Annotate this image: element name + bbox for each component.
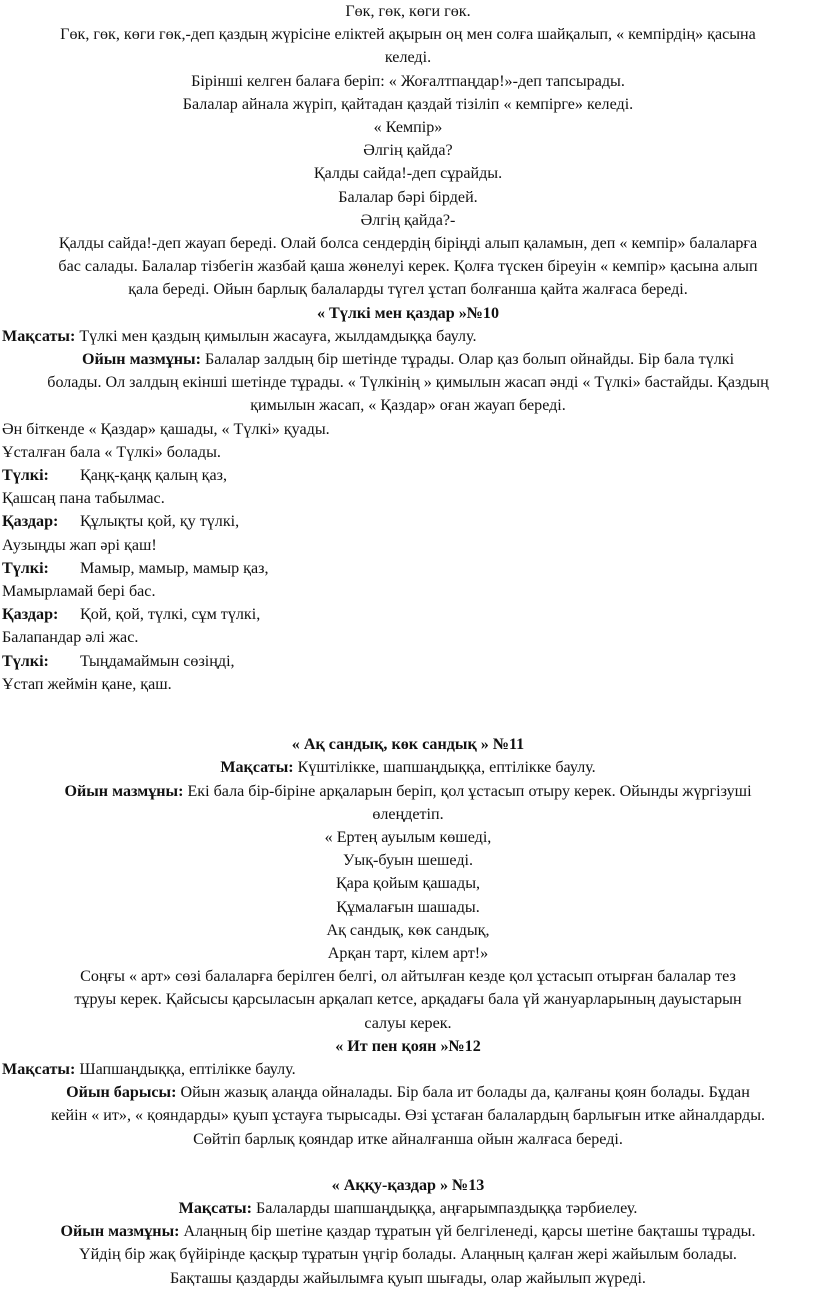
game-11-content xyxy=(2,780,814,803)
dialog-line xyxy=(2,557,814,580)
content-text: болады. Ол залдың екінші шетінде тұрады. « Түлкінің » қимылын жасап әнді « Түлкі» бастайды. Қаздың xyxy=(47,374,769,392)
spacer xyxy=(2,1151,814,1174)
dialog-line xyxy=(2,464,814,487)
verse-line: Балалар бәрі бірдей. xyxy=(338,188,478,206)
content-label: Ойын мазмұны: xyxy=(64,782,184,800)
poem-line: Ақ сандық, көк сандық, xyxy=(326,921,490,939)
goal-text: Шапшаңдыққа, ептілікке баулу. xyxy=(75,1060,296,1078)
game-13-goal xyxy=(2,1197,814,1220)
speaker-label: Түлкі: xyxy=(2,559,49,577)
paragraph-line: Қалды сайда!-деп жауап береді. Олай болса сендердің біріңді алып қаламын, деп « кемпір» балаларға xyxy=(58,235,758,253)
game-11-title: « Ақ сандық, көк сандық » №11 xyxy=(291,736,525,754)
game-13-section xyxy=(2,1174,814,1290)
speaker-label: Қаздар: xyxy=(2,513,59,531)
game-10-title: « Түлкі мен қаздар »№10 xyxy=(316,304,500,322)
dialog-line: Қашсаң пана табылмас. xyxy=(2,490,165,508)
text-line: Гөк, гөк, көги гөк,-деп қаздың жүрісіне еліктей ақырын оң мен солға шайқалып, « кемпірдің» қасына xyxy=(60,26,756,44)
game-12-section xyxy=(2,1035,814,1151)
goal-text: Күштілікке, шапшаңдыққа, ептілікке баулу. xyxy=(293,759,596,777)
goal-label: Мақсаты: xyxy=(2,327,76,345)
game-12-goal xyxy=(2,1058,814,1081)
paragraph-line: қала береді. Ойын барлық балаларды түгел ұстап болғанша қайта жалғаса береді. xyxy=(128,281,688,299)
dialog-line xyxy=(2,650,814,673)
paragraph-line: салуы керек. xyxy=(364,1014,452,1032)
dialog-line: Мамырламай бері бас. xyxy=(2,583,156,601)
spacer xyxy=(2,696,814,719)
game-10-goal xyxy=(2,325,814,348)
poem-line: Уық-буын шешеді. xyxy=(343,852,473,870)
poem-line: Арқан тарт, кілем арт!» xyxy=(327,944,489,962)
content-text: Үйдің бір жақ бүйірінде қасқыр тұратын үңгір болады. Алаңның қалған жері жайылым болады. xyxy=(79,1246,737,1264)
content-text: кейін « ит», « қояндарды» қуып ұстауға тырысады. Өзі ұстаған балалардың барлығын итке айналдарды. xyxy=(50,1107,766,1125)
speaker-label: Түлкі: xyxy=(2,467,49,485)
dialog-text: Құлықты қой, қу түлкі, xyxy=(80,513,240,531)
dialog-text: Қаңқ-қаңқ қалың қаз, xyxy=(80,467,228,485)
game-11-section xyxy=(2,733,814,1035)
poem-line: « Ертең ауылым көшеді, xyxy=(324,828,492,846)
verse-line: Гөк, гөк, көги гөк. xyxy=(345,3,471,20)
content-text: Сөйтіп барлық қояндар итке айналғанша ойын жалғаса береді. xyxy=(193,1130,623,1148)
paragraph-line: тұруы керек. Қайсысы қарсыласын арқалап кетсе, арқадағы бала үй жануарларының дауыстарын xyxy=(74,991,742,1009)
text-line: келеді. xyxy=(384,49,432,67)
game-13-title: « Аққу-қаздар » №13 xyxy=(331,1176,485,1194)
goal-label: Мақсаты: xyxy=(178,1199,252,1217)
content-label: Ойын мазмұны: xyxy=(60,1223,180,1241)
game-13-content xyxy=(2,1220,814,1243)
content-text: Балалар залдың бір шетінде тұрады. Олар қаз болып ойнайды. Бір бала түлкі xyxy=(200,351,735,369)
game-12-title: « Ит пен қоян »№12 xyxy=(335,1037,481,1055)
text-line: Ән біткенде « Қаздар» қашады, « Түлкі» қуады. xyxy=(2,420,330,438)
speaker-label: Қаздар: xyxy=(2,606,59,624)
game-10-section xyxy=(2,302,814,696)
game-12-content xyxy=(2,1081,814,1104)
content-text: Ойын жазық алаңда ойналады. Бір бала ит болады да, қалғаны қоян болады. Бұдан xyxy=(176,1084,750,1102)
verse-line: « Кемпір» xyxy=(373,119,443,137)
text-line: Балалар айнала жүріп, қайтадан қаздай тізіліп « кемпірге» келеді. xyxy=(182,95,634,113)
content-text: Екі бала бір-біріне арқаларын беріп, қол ұстасып отыру керек. Ойынды жүргізуші xyxy=(183,782,752,800)
spacer xyxy=(2,719,814,733)
verse-line: Әлгің қайда? xyxy=(363,142,453,160)
dialog-text: Тыңдамаймын сөзіңді, xyxy=(80,652,235,670)
goal-label: Мақсаты: xyxy=(2,1060,76,1078)
dialog-line xyxy=(2,510,814,533)
content-text: Алаңның бір шетіне қаздар тұратын үй белгіленеді, қарсы шетіне бақташы тұрады. xyxy=(179,1223,756,1241)
intro-section xyxy=(2,0,814,302)
dialog-text: Қой, қой, түлкі, сұм түлкі, xyxy=(80,606,261,624)
content-text: Бақташы қаздарды жайылымға қуып шығады, олар жайылып жүреді. xyxy=(170,1269,646,1287)
poem-line: Құмалағын шашады. xyxy=(336,898,480,916)
verse-line: Әлгің қайда?- xyxy=(360,211,456,229)
paragraph-line: Соңғы « арт» сөзі балаларға берілген белгі, ол айтылған кезде қол ұстасып отырған балалар тез xyxy=(80,968,736,986)
speaker-label: Түлкі: xyxy=(2,652,49,670)
content-text: қимылын жасап, « Қаздар» оған жауап береді. xyxy=(250,397,566,415)
text-line: Бірінші келген балаға беріп: « Жоғалтпаңдар!»-деп тапсырады. xyxy=(191,72,625,90)
document-page xyxy=(2,0,814,1290)
dialog-line: Аузыңды жап әрі қаш! xyxy=(2,536,157,554)
content-label: Ойын барысы: xyxy=(66,1084,177,1102)
dialog-line: Балапандар әлі жас. xyxy=(2,629,139,647)
text-line: Ұсталған бала « Түлкі» болады. xyxy=(2,443,221,461)
goal-text: Балаларды шапшаңдыққа, аңғарымпаздыққа тәрбиелеу. xyxy=(251,1199,638,1217)
paragraph-line: бас салады. Балалар тізбегін жазбай қаша жөнелуі керек. Қолға түскен біреуін « кемпір» қасына алып xyxy=(58,258,758,276)
goal-text: Түлкі мен қаздың қимылын жасауға, жылдамдыққа баулу. xyxy=(75,327,477,345)
content-text: өлеңдетіп. xyxy=(372,805,444,823)
game-10-content xyxy=(2,348,814,371)
content-label: Ойын мазмұны: xyxy=(81,351,201,369)
goal-label: Мақсаты: xyxy=(220,759,294,777)
dialog-line: Ұстап жеймін қане, қаш. xyxy=(2,675,172,693)
dialog-line xyxy=(2,603,814,626)
poem-line: Қара қойым қашады, xyxy=(335,875,481,893)
dialog-text: Мамыр, мамыр, мамыр қаз, xyxy=(80,559,269,577)
verse-line: Қалды сайда!-деп сұрайды. xyxy=(313,165,503,183)
game-11-goal xyxy=(2,756,814,779)
